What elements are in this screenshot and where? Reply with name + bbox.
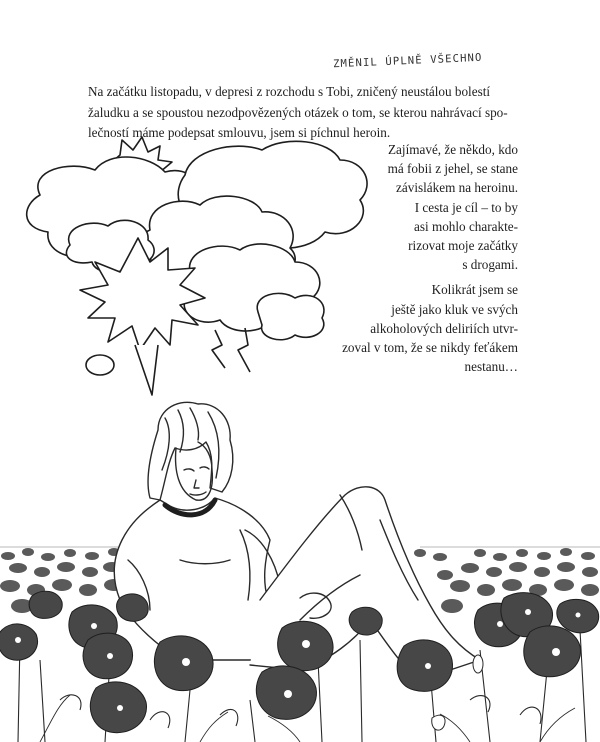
- right-column-text: [328, 140, 518, 382]
- lightning-marks: [212, 328, 250, 372]
- thought-tail: [135, 345, 158, 395]
- text-line: alkoholových deliriích utvr-: [370, 320, 518, 336]
- poppy-8: [397, 640, 452, 692]
- handwritten-note: ZMĚNIL ÚPLNĚ VŠECHNO: [332, 51, 483, 71]
- text-line: Kolikrát jsem se: [431, 282, 518, 298]
- text-line: má fobii z jehel, se stane: [387, 161, 518, 177]
- text-line: s drogami.: [462, 257, 518, 273]
- intro-paragraph: [88, 82, 508, 144]
- text-line: nestanu…: [464, 359, 518, 375]
- cloud-small-right: [257, 293, 324, 339]
- text-line: rizovat moje začátky: [408, 238, 518, 254]
- figure-shirt: [114, 498, 270, 660]
- thought-bubble-cluster: [27, 137, 367, 395]
- text-line: I cesta je cíl – to by: [414, 199, 518, 215]
- intro-line: Na začátku listopadu, v depresi z rozchodu s Tobi, zničený neustálou bolestí: [88, 84, 491, 99]
- thought-dot-1: [86, 355, 114, 375]
- right-paragraph-1: [328, 140, 518, 274]
- intro-line: lečností máme podepsat smlouvu, jsem si píchnul heroin.: [88, 125, 391, 140]
- poppy-13: [349, 607, 382, 635]
- poppy-14: [29, 591, 62, 618]
- text-line: ještě jako kluk ve svých: [391, 301, 518, 317]
- text-line: asi mohlo charakte-: [414, 218, 518, 234]
- intro-line: žaludku a se spoustou nezodpovězených otázek o tom, se kterou nahrávací spo-: [88, 104, 508, 120]
- poppy-15: [117, 594, 149, 621]
- text-line: zoval v tom, že se nikdy feťákem: [342, 340, 518, 356]
- figure-hair: [148, 402, 233, 500]
- text-line: závislákem na heroinu.: [396, 180, 518, 196]
- poppy-bud: [473, 655, 483, 673]
- text-line: Zajímavé, že někdo, kdo: [388, 142, 518, 157]
- right-paragraph-2: [328, 280, 518, 376]
